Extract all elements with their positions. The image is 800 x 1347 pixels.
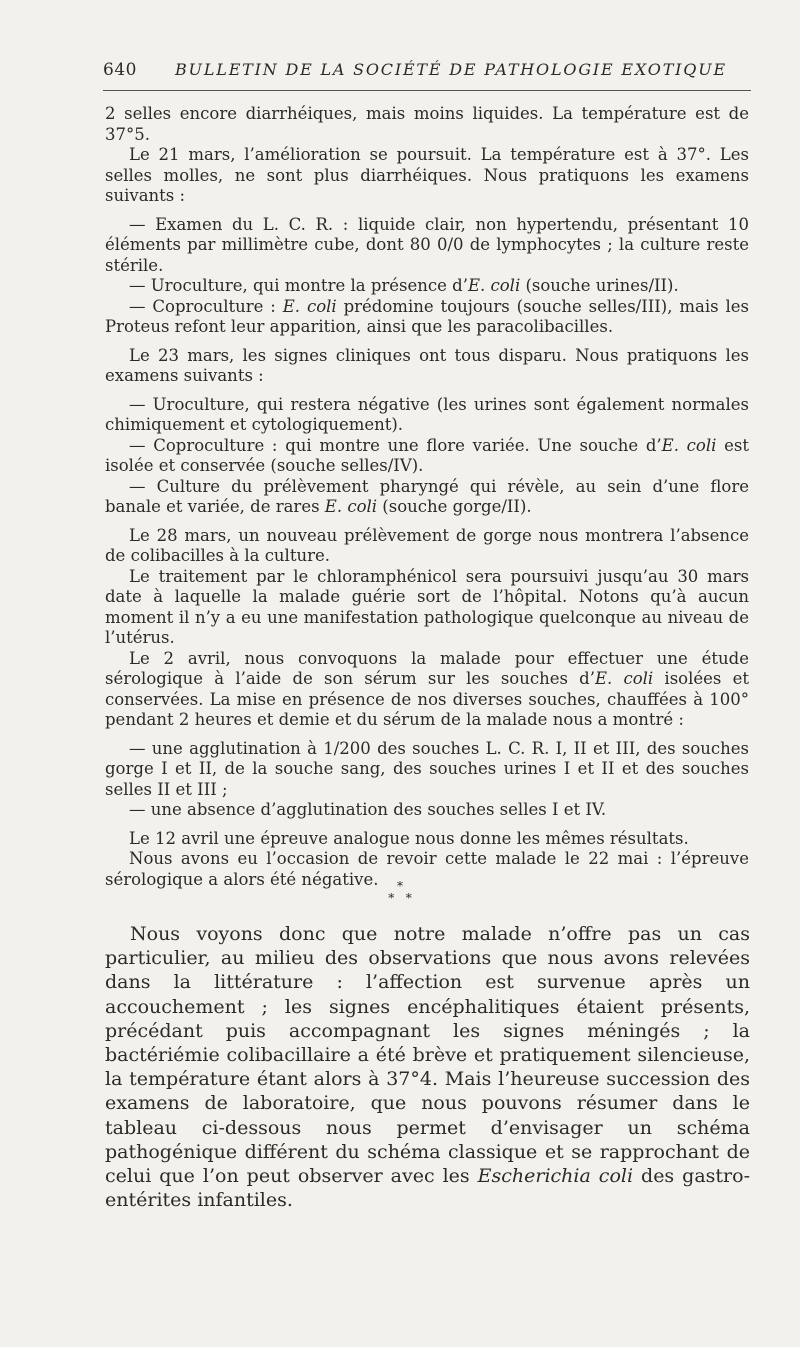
exam-coproculture-2: — Coproculture : qui montre une flore variée. Une souche d’E. coli est isolée et conservée (souche selles/IV). xyxy=(105,435,750,475)
asterism-bottom: * * xyxy=(388,891,412,905)
paragraph-treatment: Le traitement par le chloramphénicol sera poursuivi jusqu’au 30 mars date à laquelle la malade guérie sort de l’hôpital. Notons qu’à aucun moment il n’y a eu une manifestation pathologique quelconque au niveau de l’utérus. xyxy=(105,566,749,647)
conclusion-paragraph xyxy=(105,922,750,1212)
running-header xyxy=(103,60,751,90)
journal-title: BULLETIN DE LA SOCIÉTÉ DE PATHOLOGIE EXOTIQUE xyxy=(175,60,727,79)
paragraph-22-mai: Nous avons eu l’occasion de revoir cette malade le 22 mai : l’épreuve sérologique a alors été négative. xyxy=(105,849,749,889)
paragraph-28-mars: Le 28 mars, un nouveau prélèvement de gorge nous montrera l’absence de colibacilles à la culture. xyxy=(105,525,749,565)
article-body xyxy=(105,104,750,893)
exam-uroculture-2: — Uroculture, qui restera négative (les urines sont également normales chimiquement et cytologiquement). xyxy=(105,394,749,434)
exam-coproculture: — Coproculture : E. coli prédomine toujours (souche selles/III), mais les Proteus refont leur apparition, ainsi que les paracolibacilles. xyxy=(105,296,749,336)
asterism-top: * xyxy=(397,879,403,893)
exam-uroculture: — Uroculture, qui montre la présence d’E. coli (souche urines/II). xyxy=(129,276,679,295)
paragraph-23-mars: Le 23 mars, les signes cliniques ont tous disparu. Nous pratiquons les examens suivants : xyxy=(105,345,749,385)
page-number: 640 xyxy=(103,60,137,80)
section-separator xyxy=(370,880,430,910)
header-rule xyxy=(103,90,751,91)
conclusion-text: Nous voyons donc que notre malade n’offre pas un cas particulier, au milieu des observations que nous avons relevées dans la littérature : l’affection est survenue après un accouchement ; les signes encéphalitiques étaient présents, précédant puis accompagnant les signes méningés ; la bactériémie colibacillaire a été brève et pratiquement silencieuse, la température étant alors à 37°4. Mais l’heureuse succession des examens de laboratoire, que nous pouvons résumer dans le tableau ci-dessous nous permet d’envisager un schéma pathogénique différent du schéma classique et se rapprochant de celui que l’on peut observer avec les Escherichia coli des gastro-entérites infantiles. xyxy=(105,923,750,1212)
paragraph-continuation: 2 selles encore diarrhéiques, mais moins liquides. La température est de 37°5. xyxy=(105,104,749,144)
result-no-agglutination: — une absence d’agglutination des souches selles I et IV. xyxy=(129,800,607,819)
paragraph-2-avril: Le 2 avril, nous convoquons la malade pour effectuer une étude sérologique à l’aide de son sérum sur les souches d’E. coli isolées et conservées. La mise en présence de nos diverses souches, chauffées à 100° pendant 2 heures et demie et du sérum de la malade nous a montré : xyxy=(105,648,749,729)
result-agglutination: — une agglutination à 1/200 des souches L. C. R. I, II et III, des souches gorge I et II, de la souche sang, des souches urines I et II et des souches selles II et III ; xyxy=(105,738,749,799)
exam-pharynx: — Culture du prélèvement pharyngé qui révèle, au sein d’une flore banale et variée, de rares E. coli (souche gorge/II). xyxy=(105,476,749,516)
exam-lcr: — Examen du L. C. R. : liquide clair, non hypertendu, présentant 10 éléments par millimètre cube, dont 80 0/0 de lymphocytes ; la culture reste stérile. xyxy=(105,214,749,275)
paragraph-12-avril: Le 12 avril une épreuve analogue nous donne les mêmes résultats. xyxy=(129,828,689,848)
paragraph-21-mars: Le 21 mars, l’amélioration se poursuit. La température est à 37°. Les selles molles, ne sont plus diarrhéiques. Nous pratiquons les examens suivants : xyxy=(105,145,749,205)
